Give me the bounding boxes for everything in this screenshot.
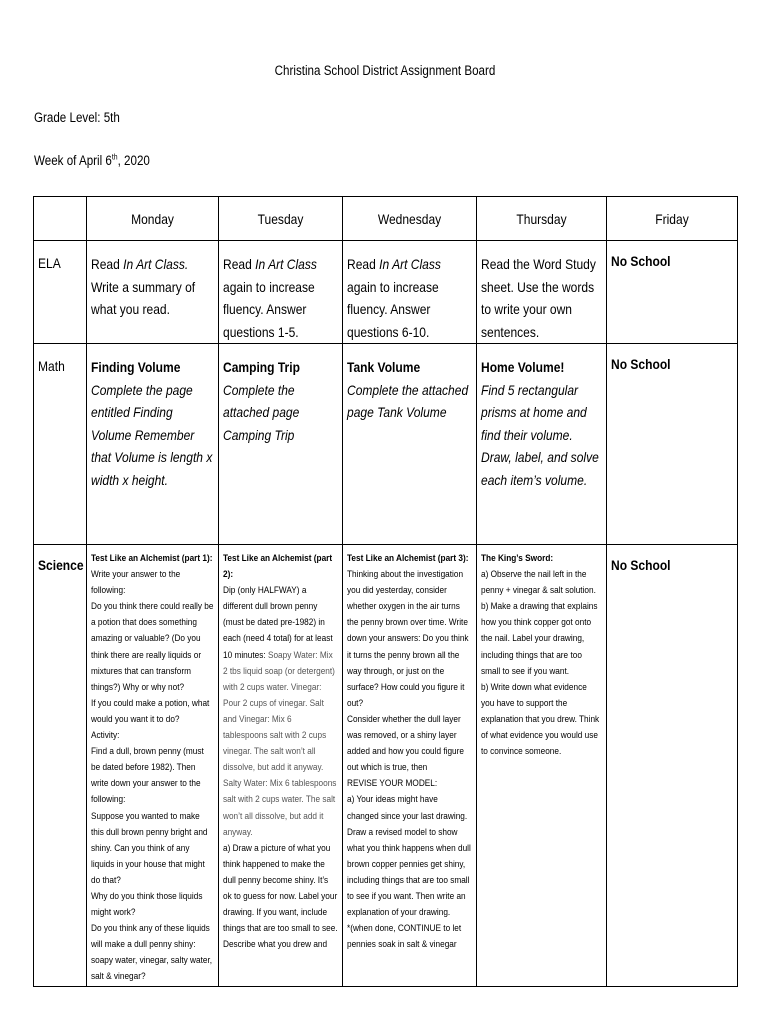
subject-math: Math xyxy=(34,344,87,545)
science-row xyxy=(34,545,738,987)
grade-level: Grade Level: 5th xyxy=(34,110,120,125)
day-header-thursday: Thursday xyxy=(477,197,607,241)
day-header-tuesday: Tuesday xyxy=(219,197,343,241)
ela-monday: Read In Art Class. Write a summary of what you read. xyxy=(87,241,219,344)
science-tuesday xyxy=(219,545,343,987)
ela-wednesday: Read In Art Class again to increase fluency. Answer questions 6-10. xyxy=(343,241,477,344)
ela-row xyxy=(34,241,738,344)
math-wednesday xyxy=(343,344,477,545)
science-tuesday-p2: Soapy Water: Mix 2 tbs liquid soap (or detergent) with 2 cups water. Vinegar: Pour 2 cups of vinegar. Salt and Vinegar: Mix 6 tablespoons salt with 2 cups vinegar. The salt won’t all dissolve, but add it anyway. Salty Water: Mix 6 tablespoons salt with 2 cups water. The salt won’t all dissolve, but add it anyway. xyxy=(223,649,337,838)
science-tuesday-p3: a) Draw a picture of what you think happened to make the dull penny become shiny. It’s ok to guess for now. Label your drawing. If you want, include things that are too small to see. Describe what you drew and xyxy=(223,842,338,951)
science-monday xyxy=(87,545,219,987)
week-year: , 2020 xyxy=(117,153,150,168)
day-header-monday: Monday xyxy=(87,197,219,241)
math-thursday xyxy=(477,344,607,545)
math-thursday-title: Home Volume! xyxy=(481,359,565,375)
math-tuesday-title: Camping Trip xyxy=(223,359,300,375)
math-thursday-body: Find 5 rectangular prisms at home and find their volume. Draw, label, and solve each item’s volume. xyxy=(481,381,599,488)
science-wednesday-title: Test Like an Alchemist (part 3): xyxy=(347,553,469,564)
science-friday: No School xyxy=(607,545,738,987)
math-wednesday-body: Complete the attached page Tank Volume xyxy=(347,381,469,420)
math-monday xyxy=(87,344,219,545)
math-monday-title: Finding Volume xyxy=(91,359,181,375)
day-header-wednesday: Wednesday xyxy=(343,197,477,241)
document-title: Christina School District Assignment Board xyxy=(274,63,496,78)
math-wednesday-title: Tank Volume xyxy=(347,359,421,375)
science-wednesday-body: Thinking about the investigation you did yesterday, consider whether oxygen in the air turns the penny brown over time. Write down your answers: Do you think it turns the penny brown all the way through, or just on the surface? How could you figure it out? Consider whether the dull layer was removed, or a shiny layer added and how you could figure out which is true, then REVISE YOUR MODEL: a) Your ideas might have changed since your last drawing. Draw a revised model to show what you think happens when dull brown copper pennies get shiny, including things that are too small to see if you want. Then write an explanation of your drawing. *(when done, CONTINUE to let pennies soak in salt & vinegar xyxy=(347,569,471,951)
ela-tuesday: Read In Art Class again to increase fluency. Answer questions 1-5. xyxy=(219,241,343,344)
math-tuesday-body: Complete the attached page Camping Trip xyxy=(223,381,300,443)
science-monday-body: Write your answer to the following: Do you think there could really be a potion that does something amazing or valuable? (Do you think there are really liquids or mixtures that can transform things?) Why or why not? If you could make a potion, what would you want it to do? Activity: Find a dull, brown penny (must be dated before 1982). Then write down your answer to the following: Suppose you wanted to make this dull brown penny bright and shiny. Can you think of any liquids in your house that might do that? Why do you think those liquids might work? Do you think any of these liquids will make a dull penny shiny: soapy water, vinegar, salty water, salt & vinegar? xyxy=(91,569,214,983)
week-suffix-sup: th xyxy=(111,152,118,162)
science-monday-title: Test Like an Alchemist (part 1): xyxy=(91,553,213,564)
ela-thursday: Read the Word Study sheet. Use the words to write your own sentences. xyxy=(477,241,607,344)
math-row xyxy=(34,344,738,545)
science-tuesday-p1: Dip (only HALFWAY) a different dull brown penny (must be dated pre-1982) in each (need 4 total) for at least 10 minutes: xyxy=(223,585,333,661)
science-wednesday xyxy=(343,545,477,987)
math-tuesday xyxy=(219,344,343,545)
corner-cell xyxy=(34,197,87,241)
week-prefix: Week of April 6 xyxy=(34,153,112,168)
science-tuesday-title: Test Like an Alchemist (part 2): xyxy=(223,553,333,581)
subject-ela: ELA xyxy=(34,241,87,344)
week-of xyxy=(34,153,150,168)
math-monday-body: Complete the page entitled Finding Volume Remember that Volume is length x width x height. xyxy=(91,381,213,488)
science-thursday-title: The King’s Sword: xyxy=(481,553,554,564)
science-thursday-body: a) Observe the nail left in the penny + vinegar & salt solution. b) Make a drawing that explains how you think copper got onto the nail. Label your drawing, including things that are too small to see if you want. b) Write down what evidence you have to support the explanation that you drew. Think of what evidence you would use to convince someone. xyxy=(481,569,600,758)
assignment-table xyxy=(33,196,738,987)
science-thursday xyxy=(477,545,607,987)
subject-science: Science xyxy=(34,545,87,987)
ela-friday: No School xyxy=(607,241,738,344)
header-row xyxy=(34,197,738,241)
day-header-friday: Friday xyxy=(607,197,738,241)
math-friday: No School xyxy=(607,344,738,545)
